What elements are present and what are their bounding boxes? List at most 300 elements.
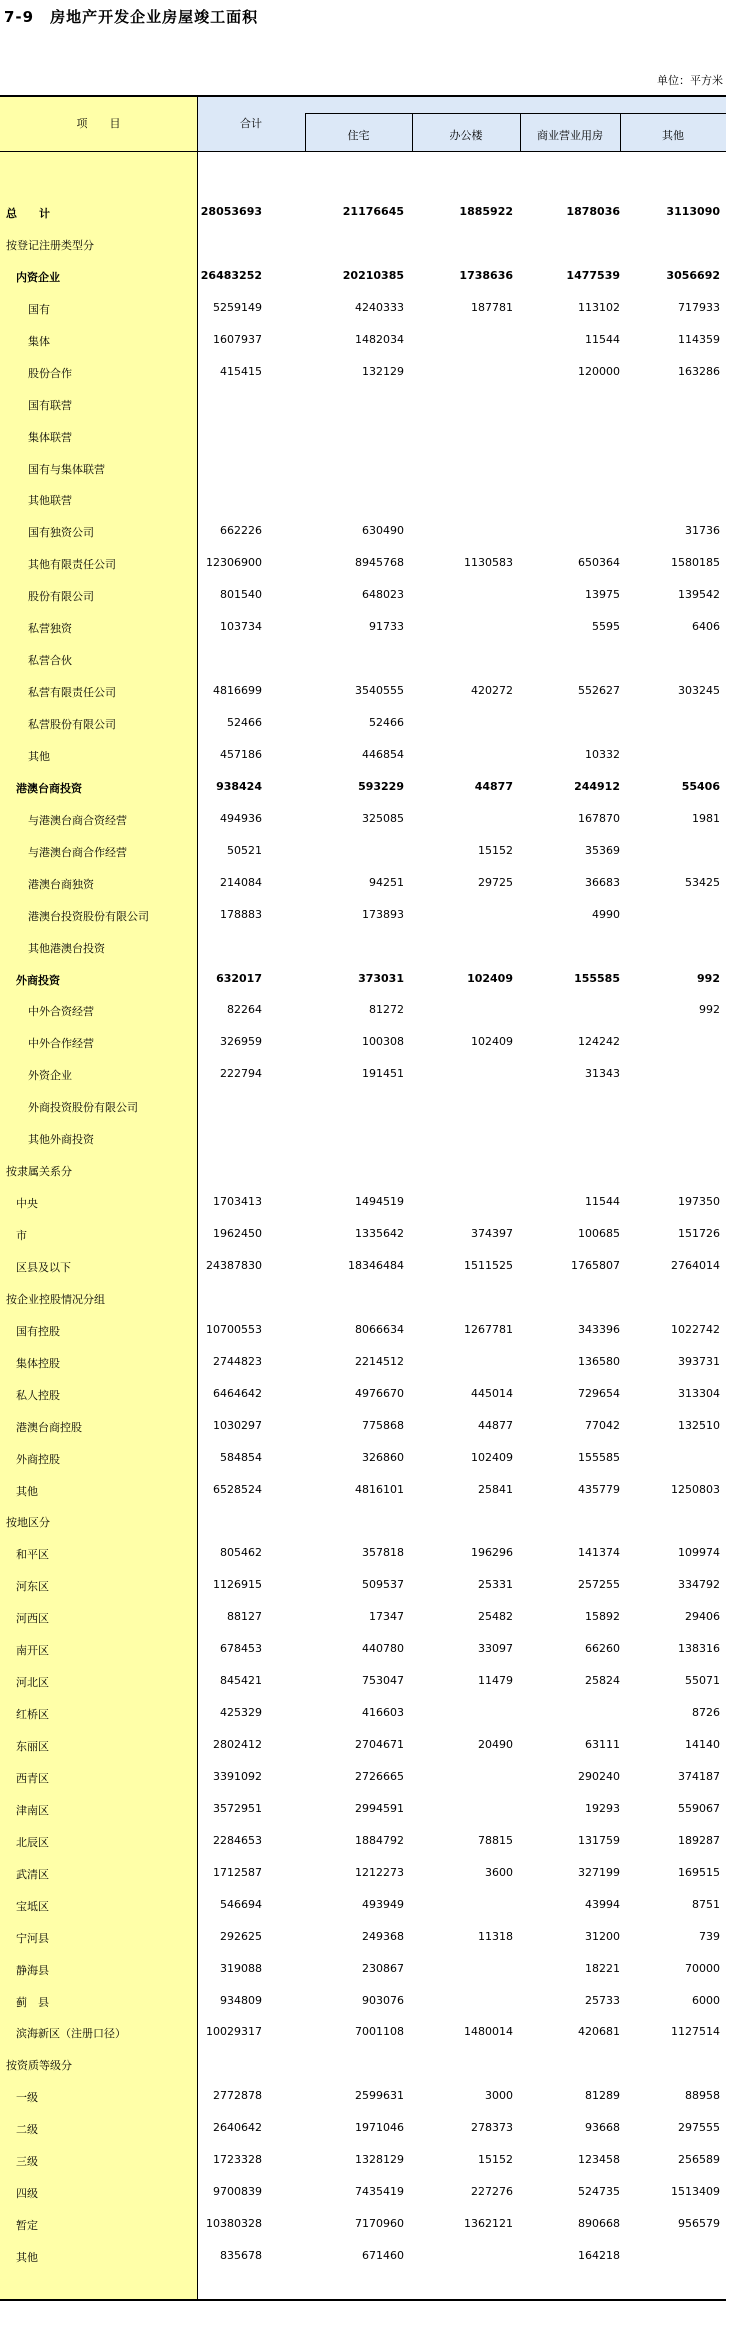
cell-value: 552627 [578,684,620,698]
row-label: 私营股份有限公司 [28,718,116,731]
table-row [0,834,726,866]
cell-value: 1126915 [213,1578,262,1592]
table-row [0,1313,726,1345]
cell-value: 1765807 [571,1258,620,1272]
cell-value: 845421 [220,1674,262,1688]
cell-value: 100308 [362,1035,404,1049]
cell-value: 445014 [471,1386,513,1400]
table-row [0,1025,726,1057]
table-row [0,1600,726,1632]
cell-value: 1477539 [566,268,620,282]
cell-value: 131759 [578,1833,620,1847]
cell-value: 214084 [220,875,262,889]
cell-value: 835678 [220,2249,262,2262]
row-label: 四级 [16,2187,38,2201]
cell-value: 325085 [362,811,404,825]
row-label: 三级 [16,2155,38,2169]
row-label: 国有独资公司 [28,526,94,540]
table-row [0,610,726,642]
row-label: 按资质等级分 [6,2059,72,2073]
table-row [0,2047,726,2079]
cell-value: 303245 [678,684,720,698]
cell-value: 123458 [578,2153,620,2167]
cell-value: 440780 [362,1642,404,1656]
cell-value: 20210385 [342,268,404,282]
table-row [0,898,726,930]
cell-value: 102409 [467,971,513,985]
table-row [0,387,726,419]
table-row [0,1984,726,2016]
row-label: 总 计 [6,207,50,220]
cell-value: 729654 [578,1386,620,1400]
cell-value: 457186 [220,747,262,761]
row-label: 股份有限公司 [28,590,94,604]
cell-value: 132129 [362,364,404,378]
cell-value: 102409 [471,1035,513,1049]
table-row [0,1856,726,1888]
cell-value: 31343 [585,1067,620,1081]
cell-value: 7001108 [355,2025,404,2039]
cell-value: 1127514 [671,2025,720,2039]
cell-value: 66260 [585,1642,620,1656]
row-label: 静海县 [16,1963,49,1977]
unit-label: 单位：平方米 [657,74,723,87]
table-row [0,1792,726,1824]
table-row [0,259,726,291]
cell-value: 1480014 [464,2025,513,2039]
cell-value: 374397 [471,1227,513,1240]
cell-value: 88127 [227,1610,262,1624]
cell-value: 12306900 [206,556,262,570]
cell-value: 15152 [478,843,513,857]
table-row [0,2143,726,2175]
cell-value: 103734 [220,620,262,634]
cell-value: 326959 [220,1035,262,1049]
cell-value: 1738636 [459,268,513,282]
table-row [0,2015,726,2047]
table-row [0,1089,726,1121]
cell-value: 33097 [478,1642,513,1656]
row-label: 按登记注册类型分 [6,238,94,252]
cell-value: 35369 [585,843,620,857]
cell-value: 11479 [478,1674,513,1688]
cell-value: 43994 [585,1897,620,1911]
row-label: 私人控股 [16,1388,60,1402]
table-row [0,1409,726,1441]
cell-value: 3600 [485,1865,513,1879]
cell-value: 632017 [216,971,262,985]
cell-value: 648023 [362,588,404,602]
cell-value: 93668 [585,2121,620,2135]
row-label: 外商投资股份有限公司 [28,1101,138,1115]
cell-value: 10700553 [206,1322,262,1336]
table-row [0,2239,726,2271]
table-row [0,451,726,483]
cell-value: 81289 [585,2089,620,2103]
cell-value: 4816699 [213,684,262,698]
row-label: 国有与集体联营 [28,462,105,476]
table-row [0,2207,726,2239]
cell-value: 805462 [220,1546,262,1560]
row-label: 武清区 [16,1867,49,1881]
cell-value: 2764014 [671,1258,720,1272]
cell-value: 1712587 [213,1865,262,1879]
cell-value: 256589 [678,2153,720,2167]
cell-value: 8751 [692,1897,720,1911]
cell-value: 524735 [578,2185,620,2199]
cell-value: 1482034 [355,332,404,346]
cell-value: 2599631 [355,2089,404,2103]
table-row [0,1345,726,1377]
cell-value: 44877 [474,779,513,793]
cell-value: 94251 [369,875,404,889]
cell-value: 415415 [220,364,262,378]
table-row [0,1441,726,1473]
page-title: 7-9 房地产开发企业房屋竣工面积 [4,8,259,26]
cell-value: 100685 [578,1227,620,1240]
cell-value: 120000 [578,364,620,378]
cell-value: 25331 [478,1578,513,1592]
cell-value: 196296 [471,1546,513,1560]
row-label: 其他外商投资 [28,1133,94,1147]
cell-value: 29406 [685,1610,720,1624]
cell-value: 1362121 [464,2217,513,2231]
cell-value: 63111 [585,1738,620,1751]
cell-value: 6464642 [213,1386,262,1400]
cell-value: 1962450 [213,1227,262,1240]
table-row [0,770,726,802]
cell-value: 11544 [585,1195,620,1209]
cell-value: 169515 [678,1865,720,1879]
row-label: 其他港澳台投资 [28,941,105,955]
cell-value: 20490 [478,1738,513,1751]
cell-value: 102409 [471,1450,513,1464]
table-row [0,674,726,706]
cell-value: 5595 [592,620,620,634]
cell-value: 1878036 [566,205,620,218]
cell-value: 1267781 [464,1322,513,1336]
cell-value: 139542 [678,588,720,602]
cell-value: 2744823 [213,1354,262,1368]
table-row [0,1377,726,1409]
cell-value: 70000 [685,1961,720,1975]
row-label: 中央 [16,1197,38,1211]
cell-value: 1885922 [459,205,513,218]
table-row [0,1504,726,1536]
table-body [0,195,726,2271]
header-residential: 住宅 [347,129,370,142]
table-row [0,1249,726,1281]
cell-value: 1981 [692,811,720,825]
cell-value: 191451 [362,1067,404,1081]
cell-value: 2284653 [213,1833,262,1847]
cell-value: 934809 [220,1993,262,2007]
cell-value: 292625 [220,1929,262,1943]
cell-value: 18346484 [348,1258,404,1272]
row-label: 股份合作 [28,366,72,380]
cell-value: 494936 [220,811,262,825]
row-label: 东丽区 [16,1740,49,1753]
cell-value: 903076 [362,1993,404,2007]
cell-value: 334792 [678,1578,720,1592]
row-label: 一级 [16,2091,38,2105]
cell-value: 25733 [585,1993,620,2007]
cell-value: 992 [697,971,720,985]
cell-value: 189287 [678,1833,720,1847]
cell-value: 6000 [692,1993,720,2007]
cell-value: 3000 [485,2089,513,2103]
header-total: 合计 [240,117,262,130]
row-label: 按企业控股情况分组 [6,1292,105,1306]
cell-value: 3391092 [213,1769,262,1783]
cell-value: 1723328 [213,2153,262,2167]
row-label: 其他有限责任公司 [28,558,116,572]
table-row [0,291,726,323]
row-label: 私营独资 [28,622,72,636]
cell-value: 938424 [216,779,262,793]
row-label: 暂定 [16,2219,38,2233]
header-bottom-border [0,151,726,152]
cell-value: 278373 [471,2121,513,2135]
table-row [0,323,726,355]
cell-value: 2994591 [355,1801,404,1815]
row-label: 私营有限责任公司 [28,686,116,700]
cell-value: 53425 [685,875,720,889]
cell-value: 559067 [678,1801,720,1815]
cell-value: 546694 [220,1897,262,1911]
cell-value: 7435419 [355,2185,404,2199]
cell-value: 2640642 [213,2121,262,2135]
cell-value: 357818 [362,1546,404,1560]
cell-value: 138316 [678,1642,720,1656]
row-label: 二级 [16,2123,38,2137]
cell-value: 801540 [220,588,262,602]
cell-value: 5259149 [213,300,262,314]
table-row [0,355,726,387]
table-row [0,419,726,451]
cell-value: 222794 [220,1067,262,1081]
cell-value: 77042 [585,1418,620,1432]
cell-value: 1607937 [213,332,262,346]
cell-value: 1328129 [355,2153,404,2167]
table-row [0,1824,726,1856]
cell-value: 187781 [471,300,513,314]
table-row [0,866,726,898]
cell-value: 393731 [678,1354,720,1368]
row-label: 中外合资经营 [28,1005,94,1019]
cell-value: 13975 [585,588,620,602]
row-label: 市 [16,1229,27,1242]
cell-value: 11544 [585,332,620,346]
cell-value: 290240 [578,1769,620,1783]
cell-value: 584854 [220,1450,262,1464]
row-label: 和平区 [16,1548,49,1562]
cell-value: 81272 [369,1003,404,1017]
cell-value: 446854 [362,747,404,761]
table-row [0,1632,726,1664]
cell-value: 630490 [362,524,404,538]
cell-value: 8726 [692,1706,720,1720]
table-row [0,1536,726,1568]
table-row [0,1473,726,1505]
row-label: 津南区 [16,1803,49,1817]
cell-value: 890668 [578,2217,620,2231]
cell-value: 1884792 [355,1833,404,1847]
cell-value: 173893 [362,907,404,921]
table-row [0,802,726,834]
cell-value: 2704671 [355,1738,404,1751]
cell-value: 650364 [578,556,620,570]
cell-value: 244912 [574,779,620,793]
cell-value: 3113090 [666,205,720,218]
cell-value: 8066634 [355,1322,404,1336]
cell-value: 124242 [578,1035,620,1049]
cell-value: 24387830 [206,1258,262,1272]
table-row [0,1696,726,1728]
cell-value: 671460 [362,2249,404,2262]
cell-value: 36683 [585,875,620,889]
cell-value: 4240333 [355,300,404,314]
cell-value: 82264 [227,1003,262,1017]
cell-value: 374187 [678,1769,720,1783]
cell-value: 2772878 [213,2089,262,2103]
row-label: 其他 [16,1484,38,1498]
row-label: 滨海新区（注册口径） [16,2027,126,2041]
table-row [0,1888,726,1920]
cell-value: 17347 [369,1610,404,1624]
cell-value: 956579 [678,2217,720,2231]
cell-value: 416603 [362,1706,404,1720]
cell-value: 15152 [478,2153,513,2167]
table-row [0,1057,726,1089]
row-label: 内资企业 [16,270,60,284]
cell-value: 4976670 [355,1386,404,1400]
cell-value: 1971046 [355,2121,404,2135]
cell-value: 420681 [578,2025,620,2039]
row-label: 按隶属关系分 [6,1165,72,1179]
cell-value: 2726665 [355,1769,404,1783]
row-label: 区县及以下 [16,1260,71,1274]
table-row [0,1568,726,1600]
row-label: 河西区 [16,1612,49,1626]
cell-value: 1022742 [671,1322,720,1336]
row-label: 西青区 [16,1771,49,1785]
cell-value: 2214512 [355,1354,404,1368]
row-label: 其他 [16,2251,38,2264]
row-label: 外商控股 [16,1452,60,1466]
row-label: 河北区 [16,1676,49,1690]
cell-value: 593229 [358,779,404,793]
row-label: 其他联营 [28,494,72,508]
cell-value: 435779 [578,1482,620,1496]
cell-value: 425329 [220,1706,262,1720]
cell-value: 25824 [585,1674,620,1688]
cell-value: 19293 [585,1801,620,1815]
header-item: 项 目 [76,117,121,130]
cell-value: 4816101 [355,1482,404,1496]
data-table [0,95,726,2300]
row-label: 港澳台商独资 [28,877,94,891]
row-label: 私营合伙 [28,654,72,668]
cell-value: 373031 [358,971,404,985]
table-row [0,1952,726,1984]
row-label: 南开区 [16,1644,49,1658]
row-label: 港澳台商控股 [16,1420,82,1434]
table-row [0,962,726,994]
row-label: 集体联营 [28,430,72,444]
table-row [0,1728,726,1760]
cell-value: 297555 [678,2121,720,2135]
cell-value: 1580185 [671,556,720,570]
cell-value: 25482 [478,1610,513,1624]
row-label: 按地区分 [6,1516,50,1530]
cell-value: 775868 [362,1418,404,1432]
cell-value: 1513409 [671,2185,720,2199]
row-label: 红桥区 [16,1708,49,1722]
cell-value: 109974 [678,1546,720,1560]
cell-value: 327199 [578,1865,620,1879]
cell-value: 44877 [478,1418,513,1432]
cell-value: 326860 [362,1450,404,1464]
cell-value: 230867 [362,1961,404,1975]
row-label: 宁河县 [16,1931,49,1945]
cell-value: 178883 [220,907,262,921]
cell-value: 31736 [685,524,720,538]
cell-value: 1335642 [355,1227,404,1240]
cell-value: 25841 [478,1482,513,1496]
cell-value: 18221 [585,1961,620,1975]
cell-value: 55406 [681,779,720,793]
table-row [0,1153,726,1185]
row-label: 河东区 [16,1580,49,1594]
table-row [0,195,726,227]
row-label: 与港澳台商合资经营 [28,813,127,827]
cell-value: 29725 [478,875,513,889]
header-commercial: 商业营业用房 [537,129,603,142]
header-split-line [305,113,726,114]
row-label: 集体控股 [16,1356,60,1370]
header-other: 其他 [662,129,684,142]
cell-value: 91733 [369,620,404,634]
cell-value: 197350 [678,1195,720,1209]
row-label: 港澳台投资股份有限公司 [28,909,149,923]
table-row [0,227,726,259]
cell-value: 420272 [471,684,513,698]
cell-value: 7170960 [355,2217,404,2231]
cell-value: 155585 [578,1450,620,1464]
cell-value: 10029317 [206,2025,262,2039]
row-label: 国有联营 [28,398,72,412]
cell-value: 227276 [471,2185,513,2199]
cell-value: 164218 [578,2249,620,2262]
cell-value: 114359 [678,332,720,346]
cell-value: 151726 [678,1227,720,1240]
table-bottom-border [0,2299,726,2301]
cell-value: 4990 [592,907,620,921]
table-row [0,514,726,546]
cell-value: 739 [699,1929,720,1943]
table-row [0,930,726,962]
cell-value: 343396 [578,1322,620,1336]
cell-value: 1250803 [671,1482,720,1496]
cell-value: 257255 [578,1578,620,1592]
table-row [0,642,726,674]
cell-value: 52466 [369,716,404,729]
row-label: 北辰区 [16,1835,49,1849]
cell-value: 78815 [478,1833,513,1847]
cell-value: 6406 [692,620,720,634]
row-label: 与港澳台商合作经营 [28,845,127,859]
